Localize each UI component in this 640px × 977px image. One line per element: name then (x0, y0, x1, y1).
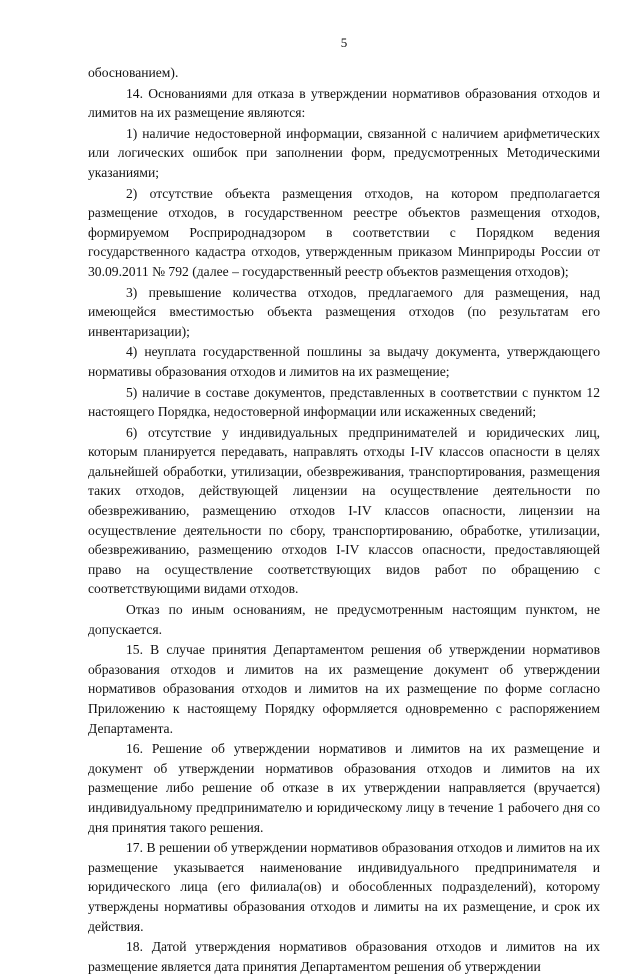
paragraph-item-18: 18. Датой утверждения нормативов образования отходов и лимитов на их размещение является дата принятия Департаментом решения об утверждении (88, 939, 600, 974)
list-item: 2) отсутствие объекта размещения отходов, на котором предполагается размещение отходов, в государственном реестре объектов размещения отходов, формируемом Росприроднадзором в соответствии с Порядком ведения государственного кадастра отходов, утвержденным приказом Минприроды России от 30.09.2011 № 792 (далее – государственный реестр объектов размещения отходов); (88, 185, 600, 279)
paragraph: Отказ по иным основаниям, не предусмотренным настоящим пунктом, не допускается. (88, 602, 600, 637)
page-number: 5 (340, 35, 348, 50)
paragraph-item-15: 15. В случае принятия Департаментом решения об утверждении нормативов образования отходов и лимитов на их размещение документ об утверждении нормативов образования отходов и лимитов на их размещение по форме согласно Приложению к настоящему Порядку оформляется одновременно с распоряжением Департамента. (88, 642, 600, 736)
document-page (88, 0, 600, 974)
list-item: 1) наличие недостоверной информации, связанной с наличием арифметических или логических ошибок при заполнении форм, предусмотренных Методическими указаниями; (88, 125, 600, 180)
list-item: 6) отсутствие у индивидуальных предпринимателей и юридических лиц, которым планируется передавать, направлять отходы I-IV классов опасности в целях дальнейшей обработки, утилизации, обезвреживания, транспортирования, размещения таких отходов, действующей лицензии на осуществление деятельности по обезвреживанию, размещению отходов I-IV классов опасности, лицензии на осуществление деятельности по сбору, транспортированию, обработке, утилизации, обезвреживанию, размещению отходов I-IV классов опасности, предоставляющей право на осуществление соответствующих видов работ по обращению с соответствующими видами отходов. (88, 424, 600, 597)
paragraph-item-17: 17. В решении об утверждении нормативов образования отходов и лимитов на их размещение указывается наименование индивидуального предпринимателя и юридического лица (его филиала(ов) и обособленных подразделений), которому утверждены нормативы образования отходов и лимиты на их размещение, и срок их действия. (88, 840, 600, 934)
list-item: 4) неуплата государственной пошлины за выдачу документа, утверждающего нормативы образования отходов и лимитов на их размещение; (88, 344, 600, 379)
paragraph-item-14: 14. Основаниями для отказа в утверждении нормативов образования отходов и лимитов на их размещение являются: (88, 85, 600, 121)
list-item: 5) наличие в составе документов, представленных в соответствии с пунктом 12 настоящего Порядка, недостоверной информации или искаженных сведений; (88, 384, 600, 420)
list-item: 3) превышение количества отходов, предлагаемого для размещения, над имеющейся вместимостью объекта размещения отходов (по результатам его инвентаризации); (88, 284, 600, 339)
document-body (88, 63, 600, 977)
paragraph-item-16: 16. Решение об утверждении нормативов и лимитов на их размещение и документ об утверждении нормативов образования отходов и лимитов на их размещение либо решение об отказе в их утверждении направляется (вручается) индивидуальному предпринимателю и юридическому лицу в течение 1 рабочего дня со дня принятия такого решения. (88, 741, 600, 835)
paragraph: обоснованием). (88, 65, 179, 80)
